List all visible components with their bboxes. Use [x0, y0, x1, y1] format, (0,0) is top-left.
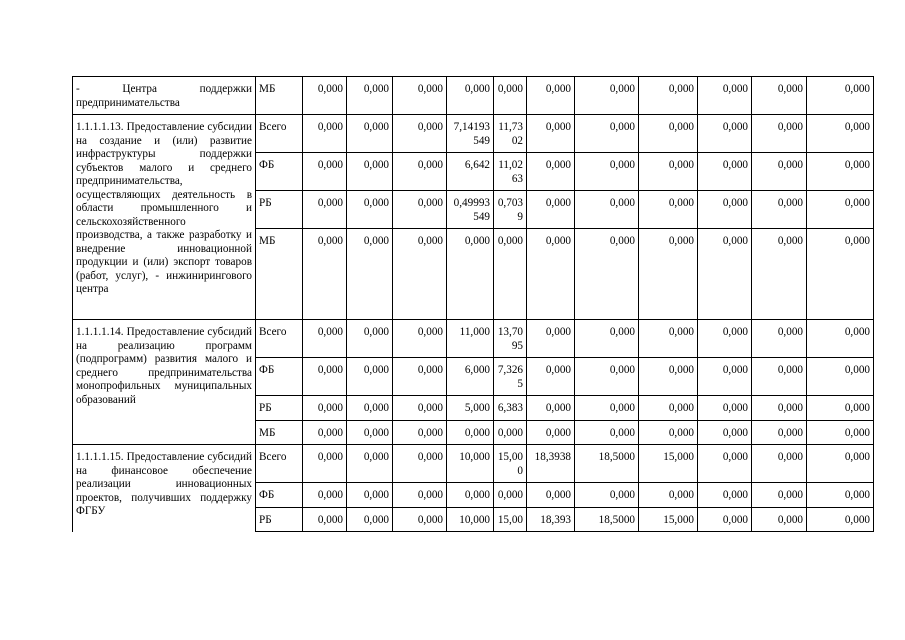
table-row: [73, 320, 874, 358]
value-cell: 0,000: [527, 77, 575, 115]
value-cell: 0,000: [303, 445, 347, 483]
value-cell: 0,000: [527, 420, 575, 445]
value-cell: 10,000: [447, 445, 494, 483]
value-cell: 0,000: [347, 229, 393, 320]
row-description: - Центра поддержки предпринимательства: [73, 77, 256, 115]
value-cell: 0,000: [575, 191, 639, 229]
value-cell: 0,000: [752, 229, 807, 320]
value-cell: 0,000: [393, 153, 447, 191]
value-cell: 0,000: [807, 115, 874, 153]
value-cell: 0,000: [527, 320, 575, 358]
value-cell: 0,000: [698, 320, 752, 358]
value-cell: 0,000: [639, 115, 698, 153]
value-cell: 0,000: [393, 191, 447, 229]
value-cell: 5,000: [447, 396, 494, 421]
value-cell: 0,000: [303, 229, 347, 320]
value-cell: 13,7095: [494, 320, 527, 358]
value-cell: 0,49993549: [447, 191, 494, 229]
value-cell: 0,000: [752, 115, 807, 153]
value-cell: 0,000: [393, 115, 447, 153]
value-cell: 0,000: [639, 320, 698, 358]
row-description: 1.1.1.1.13. Предоставление субсидии на создание и (или) развитие инфраструктуры поддержки субъектов малого и среднего предпринимательства, осуществляющих деятельность в области промышленного и сельскохозяйственного производства, а также разработку и внедрение инновационной продукции и (или) экспорт товаров (работ, услуг), - инжинирингового центра: [73, 115, 256, 320]
value-cell: 0,000: [639, 420, 698, 445]
funding-source-cell: Всего: [256, 320, 303, 358]
value-cell: 0,000: [527, 358, 575, 396]
value-cell: 0,000: [393, 507, 447, 532]
value-cell: 0,000: [494, 420, 527, 445]
value-cell: 15,00: [494, 507, 527, 532]
value-cell: 0,000: [807, 483, 874, 508]
value-cell: 0,000: [575, 115, 639, 153]
value-cell: 0,000: [393, 229, 447, 320]
value-cell: 0,000: [639, 191, 698, 229]
funding-source-cell: МБ: [256, 77, 303, 115]
value-cell: 0,000: [447, 229, 494, 320]
funding-source-cell: РБ: [256, 191, 303, 229]
funding-source-cell: МБ: [256, 420, 303, 445]
value-cell: 11,000: [447, 320, 494, 358]
value-cell: 0,000: [494, 77, 527, 115]
value-cell: 0,000: [393, 358, 447, 396]
table-row: [73, 77, 874, 115]
value-cell: 0,000: [447, 483, 494, 508]
value-cell: 18,5000: [575, 507, 639, 532]
value-cell: 0,000: [303, 77, 347, 115]
value-cell: 0,000: [807, 420, 874, 445]
value-cell: 0,000: [807, 229, 874, 320]
value-cell: 0,000: [527, 396, 575, 421]
value-cell: 0,000: [393, 420, 447, 445]
value-cell: 0,000: [347, 115, 393, 153]
value-cell: 6,642: [447, 153, 494, 191]
funding-source-cell: МБ: [256, 229, 303, 320]
value-cell: 0,000: [807, 320, 874, 358]
value-cell: 0,000: [807, 445, 874, 483]
value-cell: 0,000: [575, 77, 639, 115]
value-cell: 0,000: [575, 396, 639, 421]
value-cell: 0,000: [807, 77, 874, 115]
value-cell: 0,000: [698, 358, 752, 396]
value-cell: 0,000: [575, 483, 639, 508]
value-cell: 0,000: [303, 420, 347, 445]
value-cell: 0,000: [575, 420, 639, 445]
value-cell: 0,000: [752, 191, 807, 229]
value-cell: 6,383: [494, 396, 527, 421]
value-cell: 0,000: [347, 420, 393, 445]
value-cell: 18,3938: [527, 445, 575, 483]
value-cell: 0,7039: [494, 191, 527, 229]
value-cell: 0,000: [393, 396, 447, 421]
value-cell: 0,000: [752, 445, 807, 483]
value-cell: 0,000: [639, 483, 698, 508]
value-cell: 0,000: [393, 483, 447, 508]
value-cell: 0,000: [303, 115, 347, 153]
value-cell: 0,000: [347, 396, 393, 421]
value-cell: 0,000: [303, 320, 347, 358]
value-cell: 0,000: [347, 153, 393, 191]
value-cell: 0,000: [698, 229, 752, 320]
value-cell: 0,000: [393, 320, 447, 358]
funding-source-cell: ФБ: [256, 358, 303, 396]
value-cell: 10,000: [447, 507, 494, 532]
value-cell: 0,000: [527, 483, 575, 508]
value-cell: 0,000: [575, 153, 639, 191]
value-cell: 0,000: [698, 191, 752, 229]
value-cell: 0,000: [807, 396, 874, 421]
value-cell: 0,000: [527, 115, 575, 153]
row-description: 1.1.1.1.15. Предоставление субсидий на финансовое обеспечение реализации инновационных проектов, получивших поддержку ФГБУ: [73, 445, 256, 532]
value-cell: 0,000: [393, 77, 447, 115]
value-cell: 0,000: [639, 153, 698, 191]
value-cell: 18,393: [527, 507, 575, 532]
value-cell: 0,000: [752, 507, 807, 532]
value-cell: 18,5000: [575, 445, 639, 483]
value-cell: 0,000: [698, 507, 752, 532]
value-cell: 0,000: [303, 358, 347, 396]
value-cell: 0,000: [527, 191, 575, 229]
value-cell: 6,000: [447, 358, 494, 396]
value-cell: 0,000: [347, 77, 393, 115]
value-cell: 0,000: [575, 358, 639, 396]
value-cell: 0,000: [752, 358, 807, 396]
value-cell: 0,000: [698, 115, 752, 153]
value-cell: 0,000: [698, 77, 752, 115]
row-description: 1.1.1.1.14. Предоставление субсидий на реализацию программ (подпрограмм) развития малого и среднего предпринимательства монопрофильных муниципальных образований: [73, 320, 256, 445]
value-cell: 0,000: [447, 420, 494, 445]
value-cell: 7,14193549: [447, 115, 494, 153]
value-cell: 0,000: [303, 507, 347, 532]
value-cell: 0,000: [807, 507, 874, 532]
value-cell: 0,000: [303, 191, 347, 229]
value-cell: 0,000: [752, 77, 807, 115]
funding-source-cell: ФБ: [256, 153, 303, 191]
value-cell: 0,000: [347, 191, 393, 229]
value-cell: 0,000: [303, 153, 347, 191]
table-row: [73, 445, 874, 483]
funding-source-cell: РБ: [256, 507, 303, 532]
value-cell: 0,000: [807, 153, 874, 191]
value-cell: 11,0263: [494, 153, 527, 191]
value-cell: 0,000: [698, 153, 752, 191]
value-cell: 0,000: [639, 358, 698, 396]
value-cell: 0,000: [698, 420, 752, 445]
funding-source-cell: РБ: [256, 396, 303, 421]
funding-source-cell: ФБ: [256, 483, 303, 508]
value-cell: 0,000: [752, 483, 807, 508]
value-cell: 0,000: [639, 229, 698, 320]
value-cell: 15,000: [494, 445, 527, 483]
value-cell: 0,000: [807, 358, 874, 396]
value-cell: 0,000: [752, 396, 807, 421]
value-cell: 7,3265: [494, 358, 527, 396]
value-cell: 0,000: [752, 153, 807, 191]
value-cell: 0,000: [752, 420, 807, 445]
value-cell: 15,000: [639, 445, 698, 483]
budget-table: [72, 76, 874, 532]
value-cell: 0,000: [347, 507, 393, 532]
value-cell: 0,000: [752, 320, 807, 358]
value-cell: 0,000: [807, 191, 874, 229]
funding-source-cell: Всего: [256, 115, 303, 153]
value-cell: 0,000: [698, 483, 752, 508]
value-cell: 0,000: [639, 396, 698, 421]
table-row: [73, 115, 874, 153]
table-body: [73, 77, 874, 532]
value-cell: 0,000: [527, 153, 575, 191]
value-cell: 0,000: [575, 229, 639, 320]
value-cell: 0,000: [447, 77, 494, 115]
value-cell: 0,000: [698, 445, 752, 483]
value-cell: 0,000: [347, 445, 393, 483]
value-cell: 0,000: [527, 229, 575, 320]
funding-source-cell: Всего: [256, 445, 303, 483]
value-cell: 0,000: [347, 483, 393, 508]
value-cell: 0,000: [494, 483, 527, 508]
value-cell: 0,000: [494, 229, 527, 320]
value-cell: 0,000: [347, 358, 393, 396]
value-cell: 0,000: [303, 483, 347, 508]
value-cell: 0,000: [639, 77, 698, 115]
value-cell: 0,000: [698, 396, 752, 421]
value-cell: 11,7302: [494, 115, 527, 153]
value-cell: 0,000: [393, 445, 447, 483]
value-cell: 0,000: [575, 320, 639, 358]
value-cell: 15,000: [639, 507, 698, 532]
value-cell: 0,000: [347, 320, 393, 358]
value-cell: 0,000: [303, 396, 347, 421]
